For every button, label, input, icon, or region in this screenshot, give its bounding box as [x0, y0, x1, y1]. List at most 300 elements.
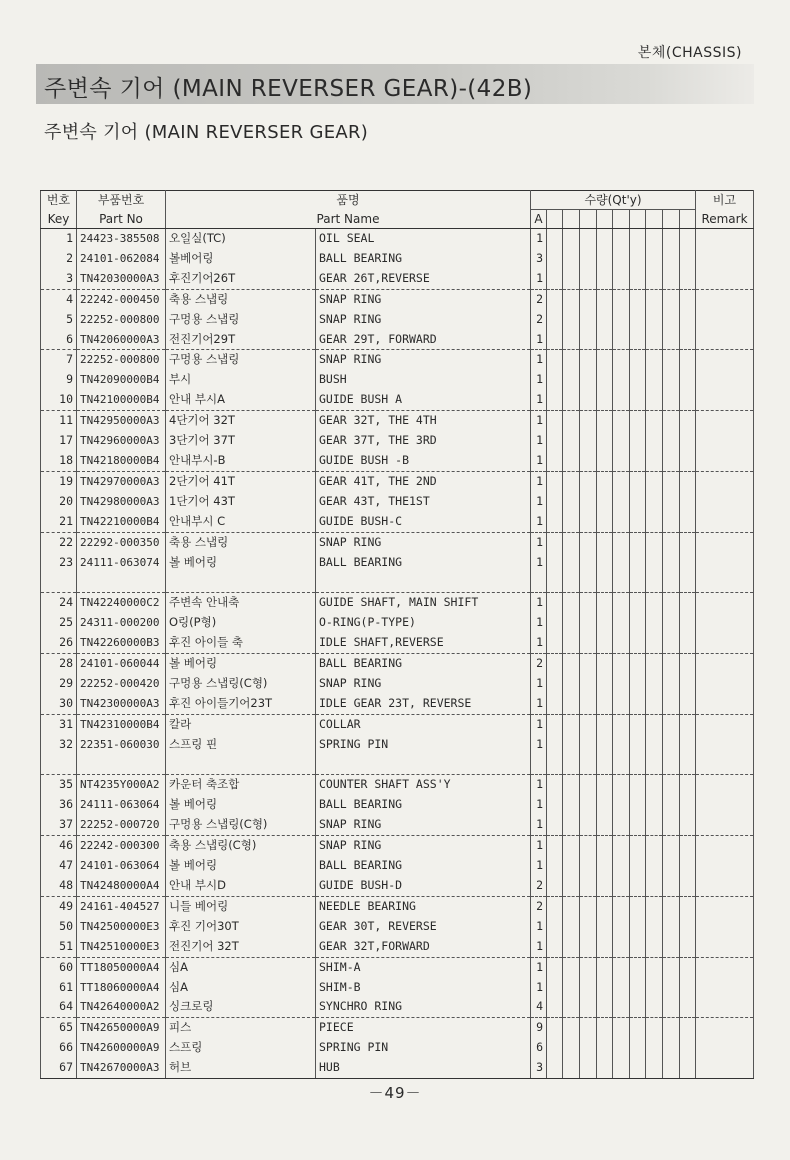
qty-empty-cell [680, 735, 696, 755]
header-remark-en: Remark [696, 210, 754, 229]
key-cell: 47 [41, 856, 77, 876]
remark-cell [696, 431, 754, 451]
qty-empty-cell [597, 876, 613, 896]
qty-empty-cell [563, 512, 580, 532]
key-cell: 46 [41, 836, 77, 856]
name-en-cell: GUIDE BUSH A [316, 390, 531, 410]
part-no-cell: TN42510000E3 [77, 937, 166, 957]
qty-a-cell: 6 [531, 1038, 547, 1058]
qty-empty-cell [613, 978, 630, 998]
name-en-cell: PIECE [316, 1018, 531, 1038]
qty-empty-cell [547, 856, 563, 876]
name-kr-cell: 1단기어 43T [166, 492, 316, 512]
key-cell [41, 572, 77, 592]
qty-empty-cell [663, 289, 680, 309]
qty-empty-cell [613, 370, 630, 390]
qty-empty-cell [597, 249, 613, 269]
header-remark-kr: 비고 [696, 191, 754, 210]
qty-empty-cell [680, 876, 696, 896]
qty-empty-cell [630, 330, 646, 350]
qty-empty-cell [663, 411, 680, 431]
qty-empty-cell [563, 795, 580, 815]
name-kr-cell: 축용 스냅링 [166, 289, 316, 309]
qty-empty-cell [680, 532, 696, 552]
qty-empty-cell [680, 937, 696, 957]
qty-empty-cell [580, 330, 597, 350]
qty-empty-cell [663, 390, 680, 410]
header-key-en: Key [41, 210, 77, 229]
part-no-cell: TN42980000A3 [77, 492, 166, 512]
name-en-cell: GEAR 29T, FORWARD [316, 330, 531, 350]
remark-cell [696, 1018, 754, 1038]
table-row [41, 613, 754, 633]
qty-empty-cell [663, 714, 680, 734]
qty-empty-cell [563, 937, 580, 957]
qty-empty-cell [563, 633, 580, 653]
qty-empty-cell [663, 593, 680, 613]
part-no-cell [77, 755, 166, 775]
qty-empty-cell [613, 714, 630, 734]
part-no-cell: TN42210000B4 [77, 512, 166, 532]
name-en-cell: GEAR 37T, THE 3RD [316, 431, 531, 451]
qty-empty-cell [547, 431, 563, 451]
key-cell: 2 [41, 249, 77, 269]
qty-empty-cell [613, 553, 630, 573]
name-kr-cell: O링(P형) [166, 613, 316, 633]
qty-empty-cell [597, 1018, 613, 1038]
key-cell: 51 [41, 937, 77, 957]
qty-empty-cell [646, 876, 663, 896]
part-no-cell: 22242-000450 [77, 289, 166, 309]
qty-empty-cell [630, 492, 646, 512]
qty-empty-cell [613, 755, 630, 775]
qty-empty-cell [646, 815, 663, 835]
qty-empty-cell [630, 1018, 646, 1038]
qty-empty-cell [646, 330, 663, 350]
part-no-cell: 24111-063064 [77, 795, 166, 815]
name-en-cell: SNAP RING [316, 289, 531, 309]
qty-empty-cell [613, 613, 630, 633]
qty-empty-cell [580, 1018, 597, 1038]
qty-a-cell: 1 [531, 553, 547, 573]
qty-empty-cell [680, 1058, 696, 1078]
qty-empty-cell [580, 917, 597, 937]
qty-empty-cell [663, 370, 680, 390]
qty-empty-cell [630, 997, 646, 1017]
qty-empty-cell [597, 553, 613, 573]
qty-empty-cell [630, 735, 646, 755]
part-no-cell: 22351-060030 [77, 735, 166, 755]
qty-empty-cell [597, 978, 613, 998]
qty-empty-cell [580, 1038, 597, 1058]
remark-cell [696, 836, 754, 856]
qty-empty-cell [547, 1058, 563, 1078]
qty-empty-cell [563, 896, 580, 916]
qty-empty-cell [580, 896, 597, 916]
qty-a-cell: 1 [531, 532, 547, 552]
name-en-cell: BALL BEARING [316, 654, 531, 674]
qty-empty-cell [646, 1018, 663, 1038]
qty-empty-cell [613, 937, 630, 957]
name-kr-cell: 스프링 핀 [166, 735, 316, 755]
remark-cell [696, 451, 754, 471]
qty-empty-cell [613, 957, 630, 977]
qty-empty-cell [680, 492, 696, 512]
name-en-cell: SPRING PIN [316, 1038, 531, 1058]
key-cell: 1 [41, 229, 77, 249]
qty-empty-cell [547, 997, 563, 1017]
part-no-cell: 24423-385508 [77, 229, 166, 249]
remark-cell [696, 1038, 754, 1058]
table-row [41, 978, 754, 998]
qty-empty-cell [547, 714, 563, 734]
part-no-cell: 24161-404527 [77, 896, 166, 916]
qty-empty-cell [680, 674, 696, 694]
qty-empty-cell [563, 997, 580, 1017]
qty-empty-cell [646, 553, 663, 573]
name-kr-cell: 후진 아이들기어23T [166, 694, 316, 714]
qty-empty-cell [680, 978, 696, 998]
qty-empty-cell [646, 532, 663, 552]
qty-empty-cell [663, 896, 680, 916]
page-number: －49－ [368, 1084, 422, 1102]
qty-a-cell: 1 [531, 330, 547, 350]
name-en-cell [316, 572, 531, 592]
name-en-cell: COUNTER SHAFT ASS'Y [316, 775, 531, 795]
qty-empty-cell [663, 1038, 680, 1058]
qty-empty-cell [613, 593, 630, 613]
qty-empty-cell [680, 572, 696, 592]
qty-empty-cell [630, 896, 646, 916]
qty-empty-cell [646, 492, 663, 512]
qty-empty-cell [580, 836, 597, 856]
qty-empty-cell [646, 370, 663, 390]
table-row [41, 411, 754, 431]
qty-empty-cell [563, 330, 580, 350]
table-row [41, 553, 754, 573]
qty-empty-cell [597, 735, 613, 755]
qty-a-cell: 1 [531, 269, 547, 289]
qty-empty-cell [563, 451, 580, 471]
qty-empty-cell [663, 674, 680, 694]
qty-empty-cell [597, 492, 613, 512]
name-kr-cell [166, 755, 316, 775]
qty-empty-cell [613, 411, 630, 431]
qty-empty-cell [663, 431, 680, 451]
qty-empty-cell [613, 633, 630, 653]
qty-empty-cell [630, 229, 646, 249]
qty-a-cell: 1 [531, 978, 547, 998]
qty-empty-cell [563, 978, 580, 998]
qty-empty-cell [630, 633, 646, 653]
qty-empty-cell [646, 249, 663, 269]
qty-a-cell: 1 [531, 471, 547, 491]
qty-empty-cell [613, 896, 630, 916]
remark-cell [696, 310, 754, 330]
name-kr-cell: 후진기어26T [166, 269, 316, 289]
key-cell: 32 [41, 735, 77, 755]
qty-empty-cell [580, 1058, 597, 1078]
qty-empty-cell [646, 896, 663, 916]
qty-empty-cell [580, 937, 597, 957]
qty-empty-cell [580, 593, 597, 613]
qty-empty-cell [597, 957, 613, 977]
qty-empty-cell [680, 896, 696, 916]
qty-empty-cell [597, 330, 613, 350]
qty-empty-cell [613, 572, 630, 592]
qty-empty-cell [680, 269, 696, 289]
qty-empty-cell [630, 937, 646, 957]
table-row [41, 1018, 754, 1038]
part-no-cell: 22252-000800 [77, 310, 166, 330]
qty-empty-cell [547, 532, 563, 552]
qty-empty-cell [597, 674, 613, 694]
qty-empty-cell [663, 795, 680, 815]
qty-empty-cell [663, 735, 680, 755]
qty-empty-cell [663, 492, 680, 512]
qty-empty-cell [646, 350, 663, 370]
remark-cell [696, 350, 754, 370]
qty-a-cell: 9 [531, 1018, 547, 1038]
remark-cell [696, 229, 754, 249]
qty-empty-cell [630, 572, 646, 592]
remark-cell [696, 795, 754, 815]
part-no-cell: TN42480000A4 [77, 876, 166, 896]
name-en-cell [316, 755, 531, 775]
qty-empty-cell [547, 492, 563, 512]
qty-empty-cell [547, 654, 563, 674]
remark-cell [696, 613, 754, 633]
qty-empty-cell [663, 1018, 680, 1038]
qty-a-cell: 1 [531, 836, 547, 856]
key-cell: 24 [41, 593, 77, 613]
qty-empty-cell [680, 310, 696, 330]
name-kr-cell: 축용 스냅링(C형) [166, 836, 316, 856]
qty-a-cell: 3 [531, 249, 547, 269]
qty-empty-cell [563, 370, 580, 390]
name-kr-cell: 3단기어 37T [166, 431, 316, 451]
qty-a-cell: 1 [531, 856, 547, 876]
key-cell: 22 [41, 532, 77, 552]
qty-empty-cell [563, 593, 580, 613]
qty-empty-cell [580, 249, 597, 269]
qty-empty-cell [663, 978, 680, 998]
key-cell: 11 [41, 411, 77, 431]
remark-cell [696, 978, 754, 998]
part-no-cell: TT18060000A4 [77, 978, 166, 998]
qty-empty-cell [663, 755, 680, 775]
qty-empty-cell [580, 572, 597, 592]
qty-empty-cell [597, 795, 613, 815]
qty-a-cell: 1 [531, 350, 547, 370]
key-cell: 7 [41, 350, 77, 370]
sub-title: 주변속 기어 (MAIN REVERSER GEAR) [44, 122, 369, 143]
key-cell: 66 [41, 1038, 77, 1058]
remark-cell [696, 775, 754, 795]
part-no-cell: TN42950000A3 [77, 411, 166, 431]
qty-a-cell: 1 [531, 390, 547, 410]
qty-a-cell: 1 [531, 370, 547, 390]
qty-empty-cell [613, 694, 630, 714]
remark-cell [696, 289, 754, 309]
remark-cell [696, 330, 754, 350]
qty-empty-cell [630, 836, 646, 856]
qty-a-cell: 2 [531, 289, 547, 309]
table-row [41, 937, 754, 957]
name-en-cell: SNAP RING [316, 310, 531, 330]
qty-a-cell: 2 [531, 310, 547, 330]
qty-empty-cell [663, 572, 680, 592]
key-cell: 23 [41, 553, 77, 573]
part-no-cell: TN42260000B3 [77, 633, 166, 653]
name-kr-cell: 심A [166, 957, 316, 977]
key-cell: 61 [41, 978, 77, 998]
qty-empty-cell [597, 755, 613, 775]
qty-empty-cell [563, 694, 580, 714]
qty-empty-cell [680, 836, 696, 856]
remark-cell [696, 512, 754, 532]
qty-empty-cell [547, 593, 563, 613]
qty-empty-cell [646, 1058, 663, 1078]
qty-empty-cell [630, 654, 646, 674]
table-row [41, 269, 754, 289]
table-row [41, 512, 754, 532]
remark-cell [696, 957, 754, 977]
part-no-cell: TN42090000B4 [77, 370, 166, 390]
key-cell: 35 [41, 775, 77, 795]
name-en-cell: SNAP RING [316, 350, 531, 370]
qty-empty-cell [613, 997, 630, 1017]
part-no-cell: TN42240000C2 [77, 593, 166, 613]
name-kr-cell: 니들 베어링 [166, 896, 316, 916]
name-kr-cell: 구멍용 스냅링 [166, 350, 316, 370]
qty-empty-cell [613, 390, 630, 410]
qty-empty-cell [646, 411, 663, 431]
qty-empty-cell [663, 613, 680, 633]
remark-cell [696, 674, 754, 694]
qty-empty-cell [630, 289, 646, 309]
qty-empty-cell [597, 937, 613, 957]
qty-empty-cell [563, 674, 580, 694]
part-no-cell: TN42030000A3 [77, 269, 166, 289]
part-no-cell: TN42180000B4 [77, 451, 166, 471]
section-label: 본체(CHASSIS) [637, 45, 742, 61]
qty-empty-cell [646, 451, 663, 471]
name-kr-cell: 싱크로링 [166, 997, 316, 1017]
qty-empty-cell [630, 370, 646, 390]
part-no-cell: TN42060000A3 [77, 330, 166, 350]
key-cell: 30 [41, 694, 77, 714]
remark-cell [696, 471, 754, 491]
name-en-cell: IDLE SHAFT,REVERSE [316, 633, 531, 653]
remark-cell [696, 572, 754, 592]
qty-empty-cell [646, 1038, 663, 1058]
part-no-cell: 24101-060044 [77, 654, 166, 674]
key-cell: 67 [41, 1058, 77, 1078]
qty-empty-cell [563, 289, 580, 309]
qty-empty-cell [613, 229, 630, 249]
name-kr-cell: 볼 베어링 [166, 795, 316, 815]
qty-empty-cell [630, 512, 646, 532]
qty-empty-cell [663, 654, 680, 674]
key-cell: 19 [41, 471, 77, 491]
key-cell [41, 755, 77, 775]
name-en-cell: GEAR 41T, THE 2ND [316, 471, 531, 491]
key-cell: 29 [41, 674, 77, 694]
qty-empty-cell [563, 572, 580, 592]
qty-empty-cell [663, 350, 680, 370]
qty-empty-cell [646, 937, 663, 957]
qty-empty-cell [630, 532, 646, 552]
part-no-cell: TN42500000E3 [77, 917, 166, 937]
qty-empty-cell [580, 431, 597, 451]
part-no-cell: TT18050000A4 [77, 957, 166, 977]
qty-a-cell: 2 [531, 896, 547, 916]
header-qty: 수량(Qt'y) [531, 191, 696, 210]
qty-empty-cell [630, 249, 646, 269]
part-no-cell: 22252-000720 [77, 815, 166, 835]
qty-empty-cell [663, 310, 680, 330]
qty-empty-cell [597, 815, 613, 835]
qty-empty-cell [547, 633, 563, 653]
qty-empty-cell [563, 350, 580, 370]
table-row [41, 795, 754, 815]
table-row [41, 654, 754, 674]
qty-a-cell: 3 [531, 1058, 547, 1078]
qty-a-cell: 1 [531, 492, 547, 512]
qty-empty-cell [547, 411, 563, 431]
qty-empty-cell [630, 269, 646, 289]
qty-empty-cell [613, 735, 630, 755]
key-cell: 18 [41, 451, 77, 471]
remark-cell [696, 532, 754, 552]
part-no-cell: 22252-000800 [77, 350, 166, 370]
name-kr-cell: 전진기어 32T [166, 937, 316, 957]
qty-empty-cell [580, 451, 597, 471]
qty-empty-cell [646, 694, 663, 714]
qty-a-cell: 4 [531, 997, 547, 1017]
qty-empty-cell [630, 795, 646, 815]
table-row [41, 815, 754, 835]
qty-empty-cell [580, 532, 597, 552]
qty-a-cell [531, 572, 547, 592]
qty-empty-cell [613, 876, 630, 896]
header-name-kr: 품명 [166, 191, 531, 210]
key-cell: 3 [41, 269, 77, 289]
qty-empty-cell [563, 957, 580, 977]
qty-empty-cell [680, 390, 696, 410]
qty-empty-cell [580, 876, 597, 896]
qty-empty-cell [613, 836, 630, 856]
table-row [41, 876, 754, 896]
header-name-en: Part Name [166, 210, 531, 229]
qty-empty-cell [580, 714, 597, 734]
qty-a-cell: 1 [531, 411, 547, 431]
qty-empty-cell [597, 411, 613, 431]
qty-empty-cell [597, 613, 613, 633]
qty-empty-cell [663, 330, 680, 350]
qty-empty-cell [680, 917, 696, 937]
qty-empty-cell [563, 553, 580, 573]
qty-empty-cell [663, 815, 680, 835]
qty-empty-cell [630, 876, 646, 896]
table-row [41, 1058, 754, 1078]
qty-a-cell: 1 [531, 431, 547, 451]
remark-cell [696, 633, 754, 653]
name-en-cell: SYNCHRO RING [316, 997, 531, 1017]
part-no-cell: TN42300000A3 [77, 694, 166, 714]
qty-empty-cell [680, 1018, 696, 1038]
